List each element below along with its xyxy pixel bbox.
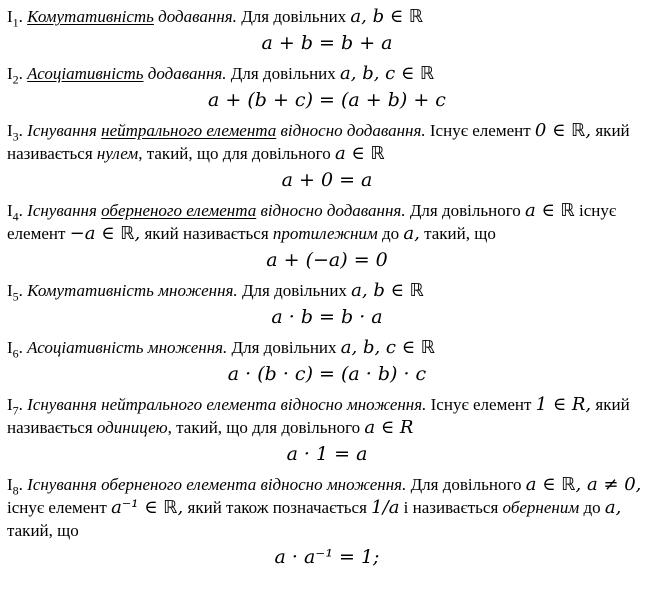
statement-segment: існує елемент — [7, 201, 617, 243]
statement-segment: Існування — [27, 121, 102, 140]
axiom-block — [7, 119, 647, 192]
statement-segment: Для довільних — [226, 64, 341, 83]
axiom-label: $I_7$. — [7, 395, 28, 418]
axiom-block — [7, 336, 647, 386]
axiom-label-subscript: 5 — [12, 289, 19, 304]
statement-segment: Комутативність — [27, 7, 154, 26]
statement-segment: a, b ∈ ℝ — [351, 280, 424, 301]
statement-segment: який називається — [7, 395, 630, 437]
axiom-block — [7, 279, 647, 329]
axiom-label-subscript: 8 — [12, 483, 19, 498]
statement-segment: оберненого елемента — [101, 201, 257, 220]
statement-segment: Комутативність множення. — [27, 281, 238, 300]
statement-segment: a, b, c ∈ ℝ — [340, 63, 435, 84]
axiom-statement — [7, 336, 647, 359]
statement-segment: 1 ∈ R, — [535, 394, 592, 415]
statement-segment: і називається — [399, 498, 503, 517]
statement-segment: Для довільних — [237, 281, 352, 300]
statement-segment: −a ∈ ℝ, — [69, 223, 141, 244]
statement-segment: Для довільних — [227, 338, 341, 357]
axiom-label-subscript: 1 — [12, 15, 19, 30]
statement-segment: який також позначається — [183, 498, 372, 517]
statement-segment: a, — [604, 497, 622, 518]
statement-segment: Існування оберненого елемента відносно множення. — [27, 475, 407, 494]
statement-segment: Для довільного — [406, 475, 526, 494]
statement-segment: який називається — [140, 224, 273, 243]
statement-segment: одиницею — [96, 418, 168, 437]
axiom-block — [7, 62, 647, 112]
axiom-formula: a + (−a) = 0 — [266, 249, 388, 271]
statement-segment: нейтрального елемента — [101, 121, 277, 140]
statement-segment: такий, що — [7, 521, 79, 540]
statement-segment: існує елемент — [7, 498, 112, 517]
axiom-formula: a + b = b + a — [261, 32, 393, 54]
axiom-label-subscript: 7 — [12, 403, 19, 418]
axiom-block — [7, 199, 647, 272]
axiom-block — [7, 393, 647, 466]
statement-segment: Існує елемент — [425, 121, 535, 140]
axiom-label: $I_6$. — [7, 338, 28, 361]
axiom-label: $I_3$. — [7, 121, 28, 144]
axiom-label-subscript: 6 — [12, 346, 19, 361]
statement-segment: a, — [403, 223, 420, 244]
statement-segment: a ∈ ℝ — [334, 143, 385, 164]
statement-segment: a⁻¹ ∈ ℝ, — [111, 497, 184, 518]
axiom-statement — [7, 473, 647, 542]
statement-segment: a ∈ ℝ — [525, 200, 575, 221]
axiom-formula: a · (b · c) = (a · b) · c — [227, 363, 427, 385]
statement-segment: до — [579, 498, 605, 517]
axiom-label-subscript: 4 — [12, 209, 19, 224]
statement-segment: Для довільного — [405, 201, 526, 220]
axiom-formula: a · b = b · a — [271, 306, 383, 328]
statement-segment: нулем — [96, 144, 139, 163]
statement-segment: який називається — [7, 121, 630, 163]
statement-segment: 0 ∈ ℝ, — [534, 120, 592, 141]
statement-segment: a, b ∈ ℝ — [350, 6, 424, 27]
axiom-statement — [7, 5, 647, 28]
statement-segment: протилежним — [272, 224, 378, 243]
statement-segment: оберненим — [502, 498, 580, 517]
statement-segment: Асоціативність — [27, 64, 144, 83]
axiom-label-subscript: 3 — [12, 129, 19, 144]
axiom-label-subscript: 2 — [12, 72, 19, 87]
axiom-statement — [7, 393, 647, 439]
statement-segment: Для довільних — [236, 7, 351, 26]
axiom-formula: a · 1 = a — [286, 443, 368, 465]
statement-segment: додавання. — [153, 7, 237, 26]
axiom-label: $I_4$. — [7, 201, 28, 224]
axiom-block — [7, 5, 647, 55]
axiom-label: $I_8$. — [7, 475, 28, 498]
axiom-formula: a + 0 = a — [281, 169, 373, 191]
axiom-formula: a + (b + c) = (a + b) + c — [208, 89, 446, 111]
statement-segment: , такий, що для довільного — [167, 418, 365, 437]
axiom-statement — [7, 279, 647, 302]
axiom-label: $I_2$. — [7, 64, 28, 87]
statement-segment: Існує елемент — [426, 395, 536, 414]
statement-segment: Асоціативність множення. — [27, 338, 228, 357]
statement-segment: до — [377, 224, 404, 243]
statement-segment: відносно додавання. — [276, 121, 426, 140]
statement-segment: Існування нейтрального елемента відносно множення. — [27, 395, 427, 414]
axiom-formula: a · a⁻¹ = 1; — [274, 546, 380, 568]
axiom-statement — [7, 199, 647, 245]
statement-segment: 1/a — [371, 497, 400, 518]
statement-segment: a, b, c ∈ ℝ — [340, 337, 436, 358]
statement-segment: , такий, що для довільного — [138, 144, 335, 163]
axiom-statement — [7, 62, 647, 85]
axiom-label: $I_1$. — [7, 7, 28, 30]
statement-segment: Існування — [27, 201, 102, 220]
statement-segment: a ∈ R — [364, 417, 414, 438]
statement-segment: відносно додавання. — [256, 201, 406, 220]
statement-segment: такий, що — [419, 224, 496, 243]
statement-segment: додавання. — [143, 64, 227, 83]
axiom-statement — [7, 119, 647, 165]
statement-segment: a ∈ ℝ, a ≠ 0, — [525, 474, 642, 495]
axiom-label: $I_5$. — [7, 281, 28, 304]
axiom-block — [7, 473, 647, 569]
